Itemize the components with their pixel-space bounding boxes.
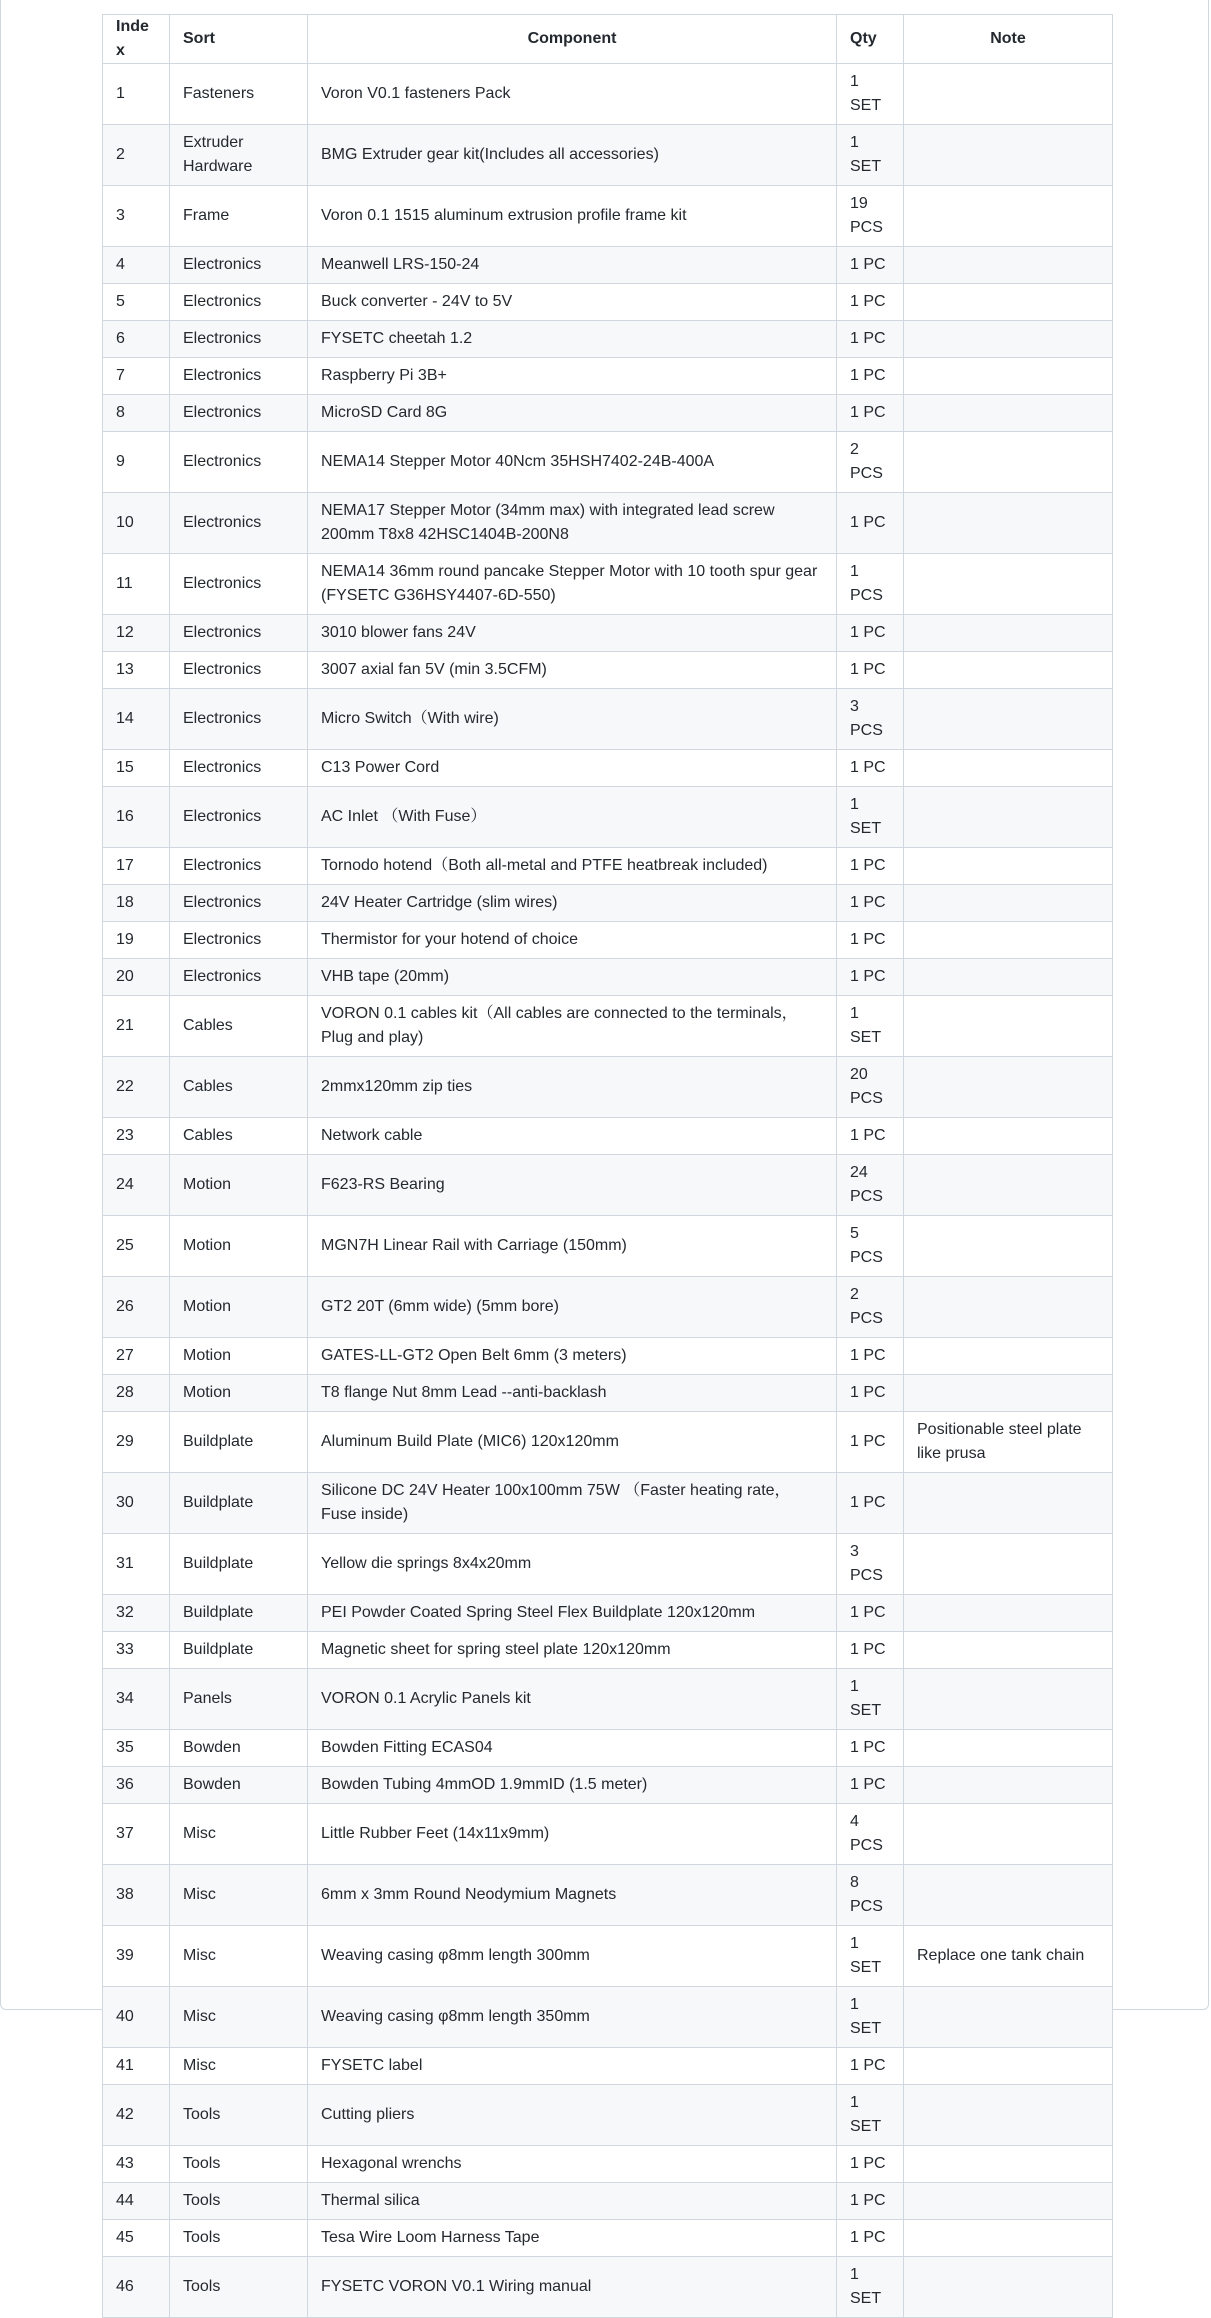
cell-component: VORON 0.1 Acrylic Panels kit — [308, 1669, 837, 1730]
cell-sort: Tools — [170, 2183, 308, 2220]
cell-index: 42 — [103, 2085, 170, 2146]
cell-qty: 1 SET — [837, 996, 904, 1057]
cell-index: 13 — [103, 652, 170, 689]
cell-note — [904, 1375, 1113, 1412]
cell-qty: 1 PC — [837, 1767, 904, 1804]
cell-qty: 1 PC — [837, 1412, 904, 1473]
header-note: Note — [904, 15, 1113, 64]
cell-index: 11 — [103, 554, 170, 615]
table-row — [103, 1865, 1113, 1926]
cell-component: MicroSD Card 8G — [308, 395, 837, 432]
cell-sort: Motion — [170, 1277, 308, 1338]
table-row — [103, 848, 1113, 885]
cell-qty: 1 PC — [837, 284, 904, 321]
cell-note — [904, 1632, 1113, 1669]
table-row — [103, 1534, 1113, 1595]
cell-sort: Misc — [170, 2048, 308, 2085]
table-row — [103, 2048, 1113, 2085]
cell-component: 6mm x 3mm Round Neodymium Magnets — [308, 1865, 837, 1926]
cell-index: 7 — [103, 358, 170, 395]
cell-sort: Buildplate — [170, 1632, 308, 1669]
cell-note — [904, 848, 1113, 885]
cell-sort: Electronics — [170, 554, 308, 615]
cell-index: 9 — [103, 432, 170, 493]
cell-note — [904, 2085, 1113, 2146]
cell-sort: Tools — [170, 2257, 308, 2318]
cell-index: 17 — [103, 848, 170, 885]
cell-qty: 20 PCS — [837, 1057, 904, 1118]
cell-index: 36 — [103, 1767, 170, 1804]
cell-qty: 3 PCS — [837, 689, 904, 750]
cell-qty: 1 SET — [837, 1987, 904, 2048]
cell-index: 26 — [103, 1277, 170, 1338]
cell-component: Magnetic sheet for spring steel plate 120x120mm — [308, 1632, 837, 1669]
cell-note — [904, 2183, 1113, 2220]
cell-qty: 1 PC — [837, 2048, 904, 2085]
cell-index: 27 — [103, 1338, 170, 1375]
cell-qty: 2 PCS — [837, 1277, 904, 1338]
cell-index: 12 — [103, 615, 170, 652]
cell-component: Weaving casing φ8mm length 300mm — [308, 1926, 837, 1987]
cell-index: 38 — [103, 1865, 170, 1926]
cell-note — [904, 125, 1113, 186]
cell-sort: Misc — [170, 1987, 308, 2048]
cell-component: Yellow die springs 8x4x20mm — [308, 1534, 837, 1595]
cell-index: 4 — [103, 247, 170, 284]
cell-index: 34 — [103, 1669, 170, 1730]
cell-qty: 1 SET — [837, 64, 904, 125]
cell-index: 18 — [103, 885, 170, 922]
cell-index: 40 — [103, 1987, 170, 2048]
table-row — [103, 615, 1113, 652]
cell-sort: Buildplate — [170, 1473, 308, 1534]
cell-note — [904, 186, 1113, 247]
cell-component: F623-RS Bearing — [308, 1155, 837, 1216]
table-row — [103, 1338, 1113, 1375]
cell-index: 35 — [103, 1730, 170, 1767]
cell-qty: 1 PC — [837, 615, 904, 652]
cell-index: 20 — [103, 959, 170, 996]
cell-note — [904, 2048, 1113, 2085]
cell-qty: 1 PC — [837, 1338, 904, 1375]
cell-note — [904, 284, 1113, 321]
table-row — [103, 2183, 1113, 2220]
cell-qty: 1 PC — [837, 1595, 904, 1632]
cell-note — [904, 1473, 1113, 1534]
cell-sort: Tools — [170, 2085, 308, 2146]
cell-qty: 1 PC — [837, 885, 904, 922]
cell-qty: 1 PC — [837, 750, 904, 787]
cell-component: Little Rubber Feet (14x11x9mm) — [308, 1804, 837, 1865]
table-row — [103, 1926, 1113, 1987]
cell-sort: Electronics — [170, 321, 308, 358]
cell-sort: Bowden — [170, 1767, 308, 1804]
cell-component: Aluminum Build Plate (MIC6) 120x120mm — [308, 1412, 837, 1473]
cell-qty: 5 PCS — [837, 1216, 904, 1277]
cell-sort: Misc — [170, 1926, 308, 1987]
cell-component: T8 flange Nut 8mm Lead --anti-backlash — [308, 1375, 837, 1412]
cell-component: Tornodo hotend（Both all-metal and PTFE heatbreak included) — [308, 848, 837, 885]
cell-component: FYSETC label — [308, 2048, 837, 2085]
header-qty: Qty — [837, 15, 904, 64]
cell-qty: 1 PC — [837, 1632, 904, 1669]
cell-sort: Cables — [170, 1057, 308, 1118]
cell-index: 44 — [103, 2183, 170, 2220]
cell-index: 45 — [103, 2220, 170, 2257]
cell-note — [904, 1534, 1113, 1595]
cell-component: NEMA14 36mm round pancake Stepper Motor with 10 tooth spur gear (FYSETC G36HSY4407-6D-550) — [308, 554, 837, 615]
cell-qty: 1 PC — [837, 2183, 904, 2220]
cell-component: 3010 blower fans 24V — [308, 615, 837, 652]
table-row — [103, 959, 1113, 996]
cell-sort: Panels — [170, 1669, 308, 1730]
table-row — [103, 186, 1113, 247]
table-row — [103, 1473, 1113, 1534]
cell-note — [904, 1595, 1113, 1632]
cell-note: Positionable steel plate like prusa — [904, 1412, 1113, 1473]
cell-sort: Misc — [170, 1865, 308, 1926]
cell-index: 31 — [103, 1534, 170, 1595]
cell-component: NEMA14 Stepper Motor 40Ncm 35HSH7402-24B-400A — [308, 432, 837, 493]
cell-index: 3 — [103, 186, 170, 247]
cell-component: PEI Powder Coated Spring Steel Flex Buildplate 120x120mm — [308, 1595, 837, 1632]
cell-sort: Frame — [170, 186, 308, 247]
cell-component: AC Inlet （With Fuse） — [308, 787, 837, 848]
cell-note — [904, 1730, 1113, 1767]
cell-index: 28 — [103, 1375, 170, 1412]
table-row — [103, 493, 1113, 554]
cell-qty: 8 PCS — [837, 1865, 904, 1926]
cell-component: Cutting pliers — [308, 2085, 837, 2146]
table-row — [103, 689, 1113, 750]
cell-index: 2 — [103, 125, 170, 186]
header-sort: Sort — [170, 15, 308, 64]
header-component: Component — [308, 15, 837, 64]
cell-qty: 1 PC — [837, 959, 904, 996]
cell-sort: Electronics — [170, 922, 308, 959]
cell-note — [904, 996, 1113, 1057]
cell-sort: Electronics — [170, 959, 308, 996]
cell-qty: 1 PC — [837, 1118, 904, 1155]
table-row — [103, 1216, 1113, 1277]
cell-index: 10 — [103, 493, 170, 554]
cell-qty: 1 SET — [837, 125, 904, 186]
cell-component: Buck converter - 24V to 5V — [308, 284, 837, 321]
cell-note — [904, 2257, 1113, 2318]
cell-index: 8 — [103, 395, 170, 432]
cell-qty: 1 PC — [837, 1730, 904, 1767]
cell-note — [904, 432, 1113, 493]
cell-sort: Tools — [170, 2220, 308, 2257]
cell-component: Thermistor for your hotend of choice — [308, 922, 837, 959]
cell-qty: 1 PC — [837, 1375, 904, 1412]
cell-qty: 1 PC — [837, 493, 904, 554]
table-row — [103, 1412, 1113, 1473]
table-row — [103, 2257, 1113, 2318]
cell-qty: 1 PC — [837, 1473, 904, 1534]
cell-qty: 1 PC — [837, 321, 904, 358]
cell-note — [904, 554, 1113, 615]
table-row — [103, 2085, 1113, 2146]
cell-sort: Fasteners — [170, 64, 308, 125]
cell-note — [904, 615, 1113, 652]
cell-note — [904, 1804, 1113, 1865]
cell-note — [904, 1277, 1113, 1338]
cell-component: FYSETC cheetah 1.2 — [308, 321, 837, 358]
table-row — [103, 1155, 1113, 1216]
cell-note — [904, 750, 1113, 787]
table-row — [103, 554, 1113, 615]
cell-index: 19 — [103, 922, 170, 959]
cell-index: 32 — [103, 1595, 170, 1632]
cell-note — [904, 2220, 1113, 2257]
cell-component: Bowden Fitting ECAS04 — [308, 1730, 837, 1767]
cell-qty: 1 PC — [837, 2146, 904, 2183]
cell-component: FYSETC VORON V0.1 Wiring manual — [308, 2257, 837, 2318]
cell-sort: Buildplate — [170, 1595, 308, 1632]
cell-sort: Tools — [170, 2146, 308, 2183]
cell-note: Replace one tank chain — [904, 1926, 1113, 1987]
table-row — [103, 432, 1113, 493]
cell-sort: Buildplate — [170, 1412, 308, 1473]
cell-note — [904, 2146, 1113, 2183]
cell-sort: Motion — [170, 1155, 308, 1216]
table-row — [103, 885, 1113, 922]
cell-sort: Electronics — [170, 493, 308, 554]
cell-qty: 24 PCS — [837, 1155, 904, 1216]
cell-component: Hexagonal wrenchs — [308, 2146, 837, 2183]
cell-index: 6 — [103, 321, 170, 358]
cell-note — [904, 1767, 1113, 1804]
cell-note — [904, 787, 1113, 848]
cell-index: 39 — [103, 1926, 170, 1987]
cell-sort: Cables — [170, 1118, 308, 1155]
table-row — [103, 2146, 1113, 2183]
table-row — [103, 652, 1113, 689]
cell-sort: Electronics — [170, 652, 308, 689]
table-row — [103, 1632, 1113, 1669]
cell-qty: 1 PC — [837, 247, 904, 284]
cell-component: Bowden Tubing 4mmOD 1.9mmID (1.5 meter) — [308, 1767, 837, 1804]
cell-index: 21 — [103, 996, 170, 1057]
table-row — [103, 395, 1113, 432]
table-row — [103, 125, 1113, 186]
table-row — [103, 2220, 1113, 2257]
table-row — [103, 247, 1113, 284]
cell-sort: Bowden — [170, 1730, 308, 1767]
table-row — [103, 358, 1113, 395]
cell-note — [904, 1865, 1113, 1926]
cell-note — [904, 395, 1113, 432]
cell-sort: Electronics — [170, 432, 308, 493]
cell-index: 16 — [103, 787, 170, 848]
table-row — [103, 1804, 1113, 1865]
cell-sort: Electronics — [170, 689, 308, 750]
cell-component: Weaving casing φ8mm length 350mm — [308, 1987, 837, 2048]
cell-note — [904, 885, 1113, 922]
cell-component: MGN7H Linear Rail with Carriage (150mm) — [308, 1216, 837, 1277]
cell-note — [904, 1216, 1113, 1277]
cell-index: 37 — [103, 1804, 170, 1865]
table-row — [103, 1118, 1113, 1155]
cell-index: 30 — [103, 1473, 170, 1534]
cell-component: NEMA17 Stepper Motor (34mm max) with integrated lead screw 200mm T8x8 42HSC1404B-200N8 — [308, 493, 837, 554]
cell-sort: Electronics — [170, 284, 308, 321]
cell-sort: Electronics — [170, 247, 308, 284]
cell-note — [904, 493, 1113, 554]
cell-qty: 1 PC — [837, 395, 904, 432]
cell-note — [904, 1987, 1113, 2048]
cell-index: 25 — [103, 1216, 170, 1277]
table-row — [103, 1277, 1113, 1338]
cell-note — [904, 64, 1113, 125]
cell-qty: 1 PC — [837, 848, 904, 885]
cell-sort: Motion — [170, 1216, 308, 1277]
cell-component: Voron 0.1 1515 aluminum extrusion profile frame kit — [308, 186, 837, 247]
cell-qty: 1 PC — [837, 358, 904, 395]
cell-index: 1 — [103, 64, 170, 125]
cell-sort: Motion — [170, 1338, 308, 1375]
cell-sort: Buildplate — [170, 1534, 308, 1595]
cell-note — [904, 358, 1113, 395]
cell-sort: Motion — [170, 1375, 308, 1412]
cell-component: Tesa Wire Loom Harness Tape — [308, 2220, 837, 2257]
cell-component: Thermal silica — [308, 2183, 837, 2220]
cell-qty: 4 PCS — [837, 1804, 904, 1865]
cell-index: 43 — [103, 2146, 170, 2183]
cell-component: 3007 axial fan 5V (min 3.5CFM) — [308, 652, 837, 689]
cell-sort: Electronics — [170, 750, 308, 787]
cell-qty: 1 PCS — [837, 554, 904, 615]
cell-note — [904, 959, 1113, 996]
cell-qty: 1 SET — [837, 787, 904, 848]
cell-note — [904, 1118, 1113, 1155]
cell-note — [904, 652, 1113, 689]
cell-component: Network cable — [308, 1118, 837, 1155]
cell-component: Silicone DC 24V Heater 100x100mm 75W （Faster heating rate，Fuse inside) — [308, 1473, 837, 1534]
cell-note — [904, 689, 1113, 750]
cell-sort: Electronics — [170, 395, 308, 432]
table-row — [103, 750, 1113, 787]
cell-index: 41 — [103, 2048, 170, 2085]
cell-sort: Electronics — [170, 615, 308, 652]
cell-qty: 1 SET — [837, 2257, 904, 2318]
cell-component: Voron V0.1 fasteners Pack — [308, 64, 837, 125]
cell-qty: 1 SET — [837, 1669, 904, 1730]
cell-component: VHB tape (20mm) — [308, 959, 837, 996]
table-row — [103, 1057, 1113, 1118]
cell-index: 15 — [103, 750, 170, 787]
cell-index: 33 — [103, 1632, 170, 1669]
table-row — [103, 1767, 1113, 1804]
cell-qty: 1 SET — [837, 1926, 904, 1987]
table-row — [103, 1730, 1113, 1767]
cell-note — [904, 1669, 1113, 1730]
cell-index: 46 — [103, 2257, 170, 2318]
cell-component: GATES-LL-GT2 Open Belt 6mm (3 meters) — [308, 1338, 837, 1375]
cell-sort: Electronics — [170, 787, 308, 848]
cell-sort: Electronics — [170, 848, 308, 885]
cell-qty: 3 PCS — [837, 1534, 904, 1595]
table-row — [103, 284, 1113, 321]
cell-note — [904, 922, 1113, 959]
table-row — [103, 64, 1113, 125]
cell-qty: 1 SET — [837, 2085, 904, 2146]
cell-qty: 1 PC — [837, 2220, 904, 2257]
cell-note — [904, 1338, 1113, 1375]
cell-component: Raspberry Pi 3B+ — [308, 358, 837, 395]
table-row — [103, 996, 1113, 1057]
cell-component: Meanwell LRS-150-24 — [308, 247, 837, 284]
table-row — [103, 922, 1113, 959]
cell-index: 24 — [103, 1155, 170, 1216]
table-row — [103, 1375, 1113, 1412]
cell-note — [904, 247, 1113, 284]
cell-component: 24V Heater Cartridge (slim wires) — [308, 885, 837, 922]
cell-qty: 19 PCS — [837, 186, 904, 247]
cell-index: 29 — [103, 1412, 170, 1473]
cell-sort: Electronics — [170, 885, 308, 922]
cell-sort: Cables — [170, 996, 308, 1057]
cell-component: Micro Switch（With wire) — [308, 689, 837, 750]
cell-qty: 1 PC — [837, 922, 904, 959]
header-index: Index — [103, 15, 170, 64]
cell-component: GT2 20T (6mm wide) (5mm bore) — [308, 1277, 837, 1338]
table-row — [103, 1987, 1113, 2048]
table-row — [103, 321, 1113, 358]
cell-component: C13 Power Cord — [308, 750, 837, 787]
cell-index: 22 — [103, 1057, 170, 1118]
cell-qty: 1 PC — [837, 652, 904, 689]
cell-qty: 2 PCS — [837, 432, 904, 493]
header-row — [103, 15, 1113, 64]
cell-sort: Extruder Hardware — [170, 125, 308, 186]
table-row — [103, 787, 1113, 848]
cell-note — [904, 321, 1113, 358]
table-row — [103, 1595, 1113, 1632]
cell-component: VORON 0.1 cables kit（All cables are connected to the terminals，Plug and play) — [308, 996, 837, 1057]
table-body — [103, 64, 1113, 2318]
cell-sort: Misc — [170, 1804, 308, 1865]
cell-index: 23 — [103, 1118, 170, 1155]
cell-component: BMG Extruder gear kit(Includes all accessories) — [308, 125, 837, 186]
table-row — [103, 1669, 1113, 1730]
cell-index: 5 — [103, 284, 170, 321]
cell-note — [904, 1155, 1113, 1216]
bom-table — [102, 14, 1113, 2318]
table-header — [103, 15, 1113, 64]
cell-note — [904, 1057, 1113, 1118]
cell-sort: Electronics — [170, 358, 308, 395]
cell-component: 2mmx120mm zip ties — [308, 1057, 837, 1118]
cell-index: 14 — [103, 689, 170, 750]
